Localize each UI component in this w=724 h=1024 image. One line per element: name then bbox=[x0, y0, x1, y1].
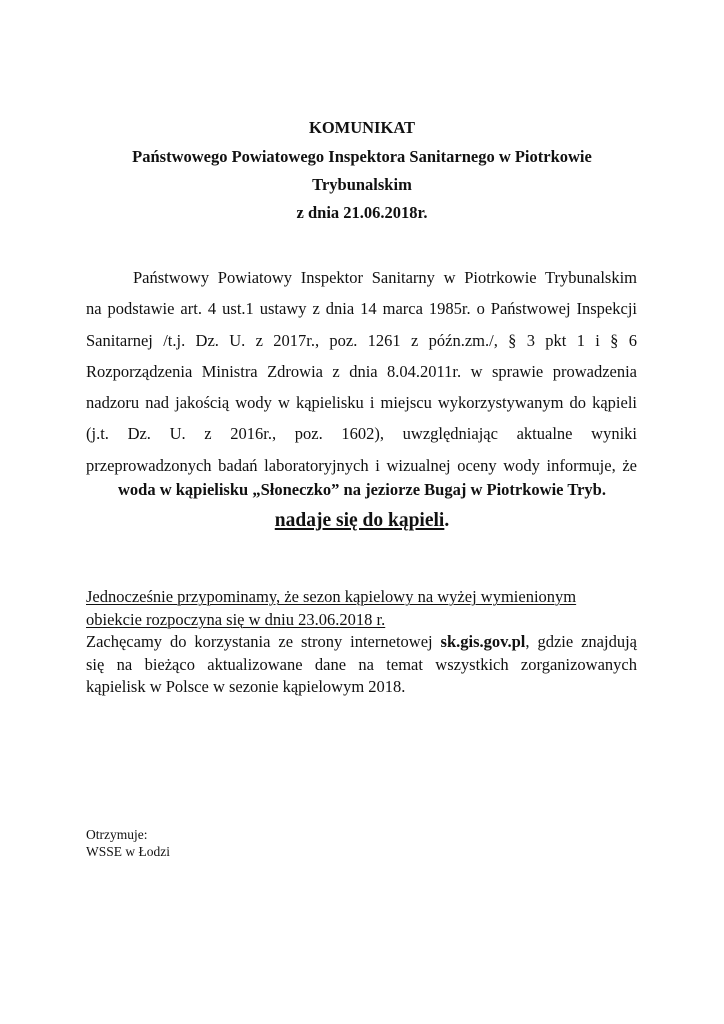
encourage-text-after: , gdzie znajdują bbox=[525, 632, 637, 652]
season-info-paragraph bbox=[86, 586, 637, 699]
water-statement: woda w kąpielisku „Słoneczko” na jeziorze Bugaj w Piotrkowie Tryb. bbox=[118, 480, 606, 499]
verdict-punctuation: . bbox=[444, 510, 450, 531]
recipients-label: Otrzymuje: bbox=[86, 827, 148, 842]
paragraph-line: Rozporządzenia Ministra Zdrowia z dnia 8.04.2011r. w sprawie prowadzenia bbox=[86, 361, 637, 381]
paragraph-line: Państwowy Powiatowy Inspektor Sanitarny w Piotrkowie Trybunalskim bbox=[133, 268, 637, 287]
document-title: KOMUNIKAT bbox=[308, 118, 416, 137]
encourage-text: Zachęcamy do korzystania ze strony internetowej bbox=[86, 632, 441, 652]
issuer-line-2: Trybunalskim bbox=[312, 175, 412, 194]
paragraph-line: kąpielisk w Polsce w sezonie kąpielowym 2018. bbox=[86, 677, 406, 697]
issuer-line-1: Państwowego Powiatowego Inspektora Sanitarnego w Piotrkowie bbox=[132, 147, 592, 166]
website-link[interactable]: sk.gis.gov.pl bbox=[440, 632, 526, 652]
paragraph-line: nadzoru nad jakością wody w kąpielisku i miejscu wykorzystywanym do kąpieli bbox=[86, 393, 637, 413]
verdict-text: nadaje się do kąpieli bbox=[274, 510, 445, 531]
reminder-line-2: obiekcie rozpoczyna się w dniu 23.06.2018 r. bbox=[86, 609, 386, 629]
verdict bbox=[0, 508, 724, 534]
document-date: z dnia 21.06.2018r. bbox=[296, 203, 428, 222]
recipient: WSSE w Łodzi bbox=[86, 844, 170, 859]
legal-basis-paragraph bbox=[86, 262, 637, 481]
encourage-line bbox=[86, 631, 637, 654]
reminder-line-1: Jednocześnie przypominamy, że sezon kąpielowy na wyżej wymienionym bbox=[86, 587, 577, 606]
paragraph-line: na podstawie art. 4 ust.1 ustawy z dnia 14 marca 1985r. o Państwowej Inspekcji bbox=[86, 299, 637, 319]
paragraph-line: się na bieżąco aktualizowane dane na temat wszystkich zorganizowanych bbox=[86, 654, 637, 674]
paragraph-line: Sanitarnej /t.j. Dz. U. z 2017r., poz. 1261 z późn.zm./, § 3 pkt 1 i § 6 bbox=[86, 330, 637, 350]
paragraph-line: (j.t. Dz. U. z 2016r., poz. 1602), uwzględniając aktualne wyniki bbox=[86, 424, 637, 444]
recipients-block bbox=[86, 826, 170, 860]
paragraph-line: przeprowadzonych badań laboratoryjnych i wizualnej oceny wody informuje, że bbox=[86, 455, 637, 475]
